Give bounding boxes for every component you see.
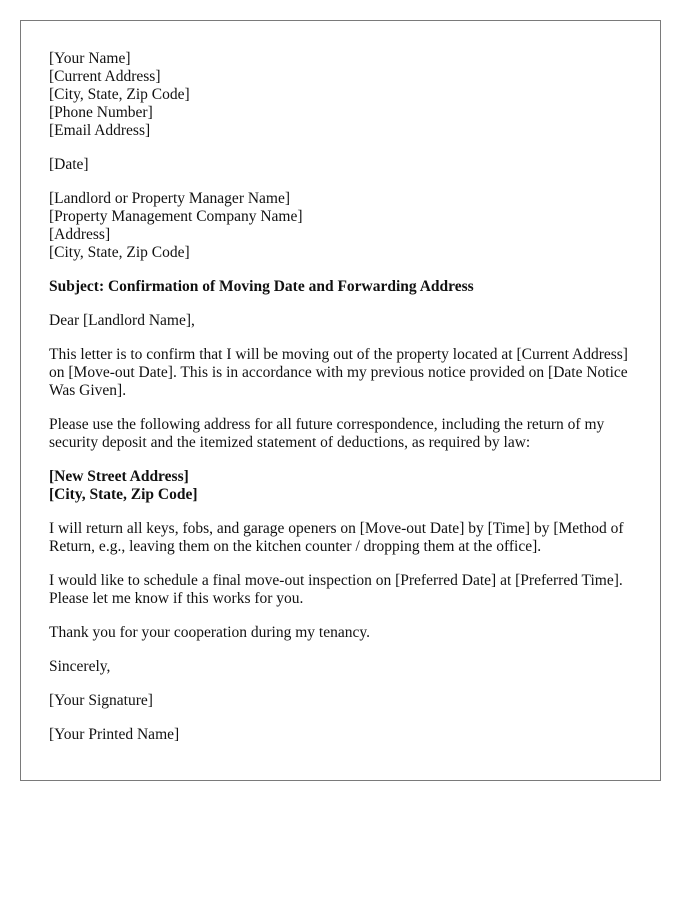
sender-name: [Your Name] xyxy=(49,50,131,67)
closing-block xyxy=(49,658,632,676)
recipient-city-state-zip: [City, State, Zip Code] xyxy=(49,244,190,261)
salutation: Dear [Landlord Name], xyxy=(49,312,195,329)
printed-name: [Your Printed Name] xyxy=(49,726,180,743)
body-paragraph-thanks xyxy=(49,624,632,642)
printed-name-block xyxy=(49,726,632,744)
salutation-block xyxy=(49,312,632,330)
forwarding-street: [New Street Address] xyxy=(49,468,189,485)
forwarding-city-state-zip: [City, State, Zip Code] xyxy=(49,486,198,503)
letter-document xyxy=(20,20,661,781)
recipient-block xyxy=(49,190,632,262)
subject-line: Subject: Confirmation of Moving Date and Forwarding Address xyxy=(49,278,474,295)
body-paragraph-inspection xyxy=(49,572,632,608)
recipient-company: [Property Management Company Name] xyxy=(49,208,303,225)
body-paragraph-confirmation xyxy=(49,346,632,400)
body-paragraph-forwarding xyxy=(49,416,632,452)
sender-city-state-zip: [City, State, Zip Code] xyxy=(49,86,190,103)
paragraph-text: I would like to schedule a final move-out inspection on [Preferred Date] at [Preferred Time]. Please let me know if this works for you. xyxy=(49,572,623,607)
sender-block xyxy=(49,50,632,140)
paragraph-text: I will return all keys, fobs, and garage openers on [Move-out Date] by [Time] by [Method of Return, e.g., leaving them on the kitchen counter / dropping them at the office]. xyxy=(49,520,624,555)
sender-address: [Current Address] xyxy=(49,68,161,85)
body-paragraph-keys xyxy=(49,520,632,556)
forwarding-address-block xyxy=(49,468,632,504)
sender-email: [Email Address] xyxy=(49,122,151,139)
subject-block xyxy=(49,278,632,296)
paragraph-text: Please use the following address for all future correspondence, including the return of my security deposit and the itemized statement of deductions, as required by law: xyxy=(49,416,605,451)
closing: Sincerely, xyxy=(49,658,111,675)
paragraph-text: This letter is to confirm that I will be moving out of the property located at [Current Address] on [Move-out Date]. This is in accordance with my previous notice provided on [Date Notice Was Given]. xyxy=(49,346,628,399)
signature-placeholder: [Your Signature] xyxy=(49,692,153,709)
paragraph-text: Thank you for your cooperation during my tenancy. xyxy=(49,624,370,641)
signature-block xyxy=(49,692,632,710)
recipient-address: [Address] xyxy=(49,226,111,243)
recipient-name: [Landlord or Property Manager Name] xyxy=(49,190,291,207)
letter-date: [Date] xyxy=(49,156,89,173)
sender-phone: [Phone Number] xyxy=(49,104,153,121)
date-block xyxy=(49,156,632,174)
